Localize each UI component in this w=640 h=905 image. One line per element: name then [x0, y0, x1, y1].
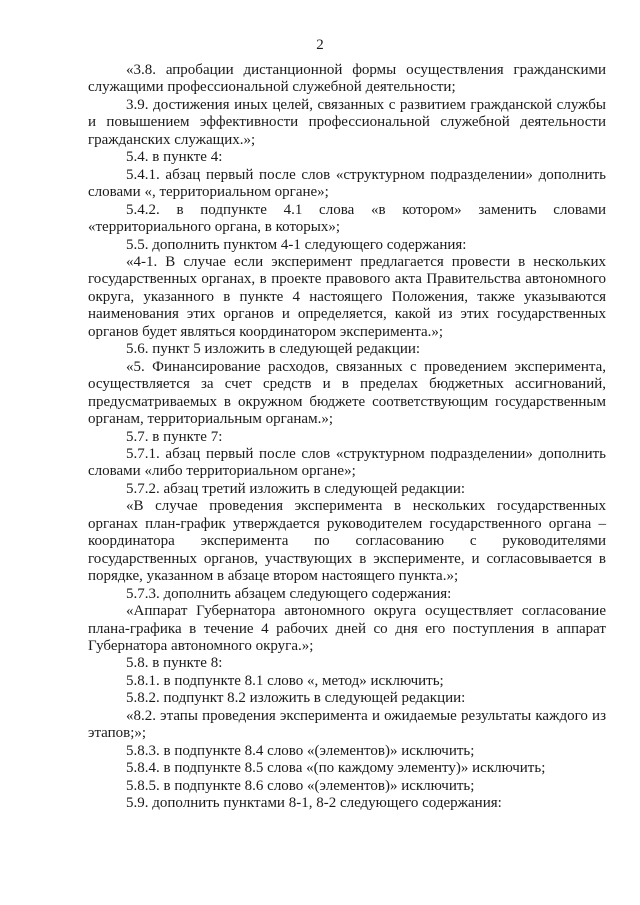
paragraph-apparat-quote: «Аппарат Губернатора автономного округа осуществляет согласование плана-графика в течение 4 рабочих дней со дня его поступления в аппарат Губернатора автономного округа.»;	[88, 603, 606, 654]
paragraph-5-6: 5.6. пункт 5 изложить в следующей редакции:	[126, 341, 421, 358]
paragraph-5-8-2: 5.8.2. подпункт 8.2 изложить в следующей редакции:	[126, 690, 466, 707]
paragraph-3-8: «3.8. апробации дистанционной формы осуществления гражданскими служащими профессиональной служебной деятельности;	[88, 62, 606, 96]
document-body	[88, 62, 606, 812]
paragraph-5-7: 5.7. в пункте 7:	[126, 428, 223, 445]
paragraph-3-9: 3.9. достижения иных целей, связанных с развитием гражданской службы и повышением эффективности профессиональной служебной деятельности гражданских служащих.»;	[88, 96, 606, 148]
paragraph-5-5: 5.5. дополнить пунктом 4-1 следующего содержания:	[126, 236, 467, 253]
paragraph-5-4-2: 5.4.2. в подпункте 4.1 слова «в котором» заменить словами «территориального органа, в которых»;	[88, 201, 606, 236]
paragraph-4-1-quote: «4-1. В случае если эксперимент предлагается провести в нескольких государственных органах, в проекте правового акта Правительства автономного округа, указанного в пункте 4 настоящего Положения, также указываются наименования этих органов и определяется, какой из этих государственных органов будет являться координатором эксперимента.»;	[88, 253, 606, 340]
paragraph-5-4-1: 5.4.1. абзац первый после слов «структурном подразделении» дополнить словами «, территориальном органе»;	[88, 166, 606, 201]
page-number: 2	[316, 37, 324, 53]
paragraph-5-8-5: 5.8.5. в подпункте 8.6 слово «(элементов)» исключить;	[126, 777, 475, 794]
paragraph-8-2-quote: «8.2. этапы проведения эксперимента и ожидаемые результаты каждого из этапов;»;	[88, 707, 606, 742]
paragraph-5-4: 5.4. в пункте 4:	[126, 149, 223, 166]
paragraph-5-7-2: 5.7.2. абзац третий изложить в следующей редакции:	[126, 480, 466, 497]
paragraph-5-8-4: 5.8.4. в подпункте 8.5 слова «(по каждому элементу)» исключить;	[126, 760, 546, 777]
paragraph-5-8-1: 5.8.1. в подпункте 8.1 слово «, метод» исключить;	[126, 672, 444, 689]
paragraph-5-8-3: 5.8.3. в подпункте 8.4 слово «(элементов)» исключить;	[126, 742, 475, 759]
paragraph-plan-quote: «В случае проведения эксперимента в нескольких государственных органах план-график утверждается руководителем государственного органа – координатора эксперимента по согласованию с руководителями государственных органов, участвующих в эксперименте, и согласовывается в порядке, указанном в абзаце втором настоящего пункта.»;	[88, 498, 606, 585]
paragraph-5-7-1: 5.7.1. абзац первый после слов «структурном подразделении» дополнить словами «либо территориальном органе»;	[88, 445, 606, 480]
paragraph-5-quote: «5. Финансирование расходов, связанных с проведением эксперимента, осуществляется за счет средств и в пределах бюджетных ассигнований, предусматриваемых в окружном бюджете соответствующим государственным органам, территориальным органам.»;	[88, 358, 606, 428]
paragraph-5-7-3: 5.7.3. дополнить абзацем следующего содержания:	[126, 585, 452, 602]
paragraph-5-8: 5.8. в пункте 8:	[126, 655, 223, 672]
paragraph-5-9: 5.9. дополнить пунктами 8-1, 8-2 следующего содержания:	[126, 795, 502, 812]
